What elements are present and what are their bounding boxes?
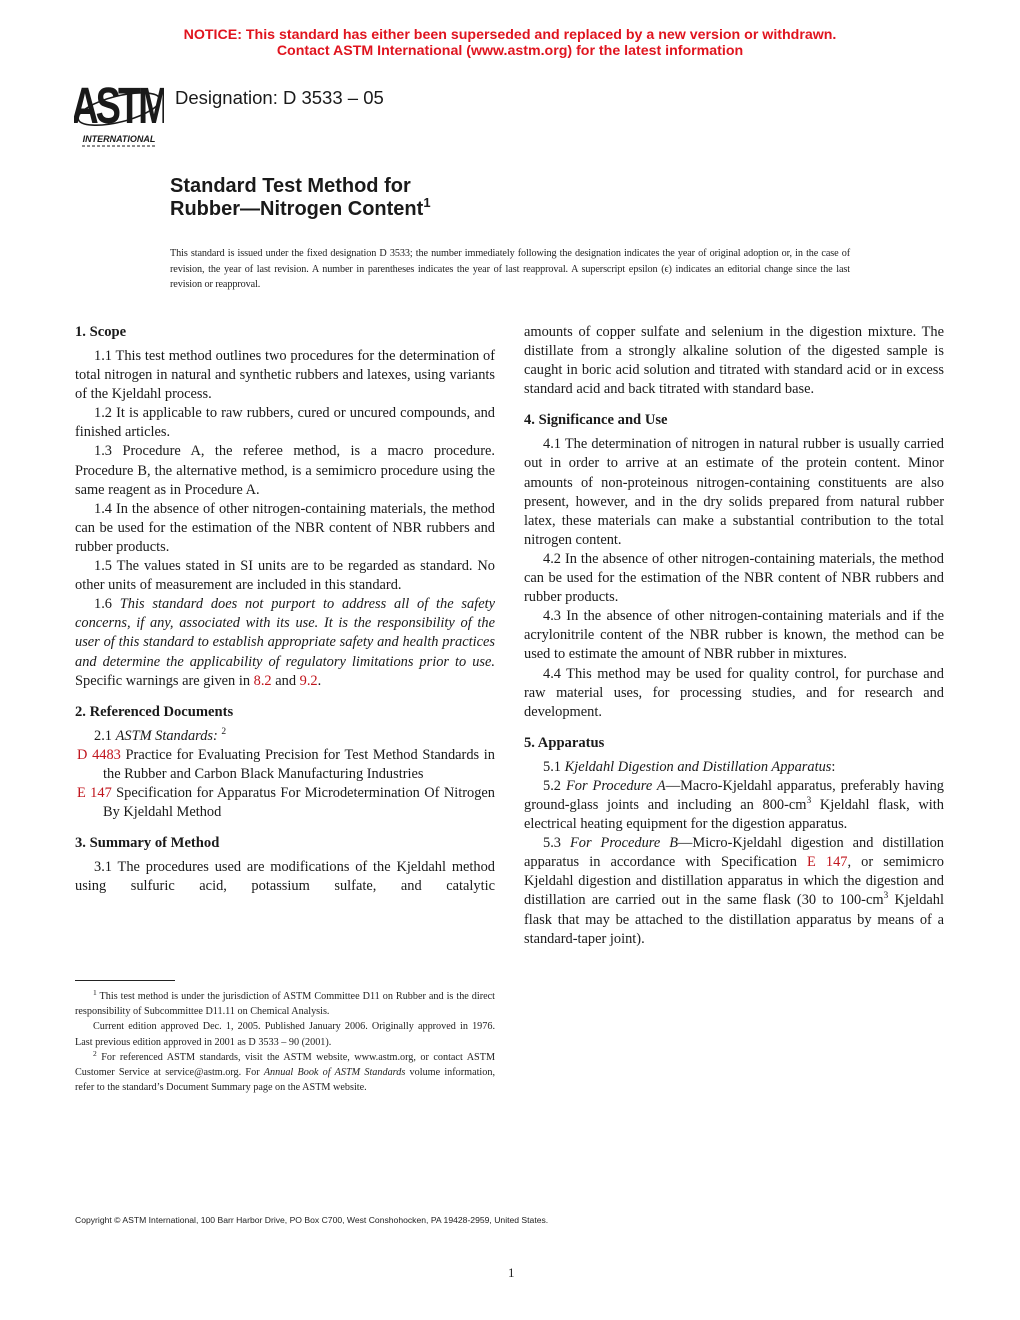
paragraph-1-3: 1.3 Procedure A, the referee method, is a macro procedure. Procedure B, the alternative method, is a semimicro procedure using the same reagent as in Procedure A. (75, 443, 495, 498)
para-text: . (317, 672, 322, 689)
footnote-2 (75, 1050, 495, 1096)
title-line-1: Standard Test Method for (170, 175, 411, 197)
paragraph-1-1: 1.1 This test method outlines two procedures for the determination of total nitrogen in natural and synthetic rubbers and latexes, using variants of the Kjeldahl process. (75, 348, 495, 403)
section-heading-referenced-documents: 2. Referenced Documents (75, 703, 234, 720)
para-number: 2.1 (94, 727, 116, 744)
paragraph-2-1 (75, 727, 495, 746)
notice-line-1: NOTICE: This standard has either been superseded and replaced by a new version or withdrawn. (183, 27, 837, 43)
logo-international-text: INTERNATIONAL (82, 134, 156, 144)
footnote-mark: 1 (93, 988, 97, 997)
para-text: , or semimicro Kjeldahl digestion and distillation apparatus in which the digestion and distillation are carried out in the same flask (30 to 100-cm (524, 854, 944, 909)
link-d4483[interactable]: D 4483 (77, 746, 121, 763)
section-heading-scope: 1. Scope (75, 324, 127, 340)
section-heading-significance: 4. Significance and Use (524, 412, 668, 429)
section-heading-summary: 3. Summary of Method (75, 835, 220, 852)
right-column (524, 323, 944, 949)
para-text: —Micro-Kjeldahl digestion and distillation apparatus in accordance with Specification (524, 835, 944, 871)
link-section-9-2[interactable]: 9.2 (299, 672, 318, 689)
paragraph-5-2 (524, 777, 944, 834)
para-text: —Macro-Kjeldahl apparatus, preferably having ground-glass joints and including an 800-cm (524, 777, 944, 813)
safety-caveat: This standard does not purport to address all of the safety concerns, if any, associated with its use. It is the responsibility of the user of this standard to establish appropriate safety and health practices and determine the applicability of regulatory limitations prior to use. (75, 596, 495, 670)
paragraph-4-3: 4.3 In the absence of other nitrogen-containing materials and if the acrylonitrile content of the NBR rubber is known, the method can be used to estimate the amount of NBR rubber in mixtures. (524, 608, 944, 663)
reference-title: Specification for Apparatus For Microdetermination Of Nitrogen By Kjeldahl Method (103, 784, 496, 821)
paragraph-1-4: 1.4 In the absence of other nitrogen-containing materials, the method can be used for the estimation of the NBR content of NBR rubbers and rubber products. (75, 500, 495, 555)
footnote-divider (75, 980, 175, 981)
left-column (75, 323, 495, 896)
para-text: Kjeldahl flask, with electrical heating equipment for the digestion apparatus. (524, 796, 944, 833)
link-e147[interactable]: E 147 (77, 784, 112, 801)
footnotes (75, 989, 495, 1095)
paragraph-1-6 (75, 595, 495, 690)
para-text: and (271, 672, 300, 689)
paragraph-3-1: 3.1 The procedures used are modifications of the Kjeldahl method using sulfuric acid, potassium sulfate, and catalytic (75, 859, 495, 895)
reference-d4483 (77, 746, 495, 784)
paragraph-5-3 (524, 834, 944, 949)
superseded-notice (0, 27, 1020, 59)
para-text: : (831, 758, 836, 775)
astm-standards-label: ASTM Standards: (115, 727, 218, 744)
footnote-text: For referenced ASTM standards, visit the ASTM website, www.astm.org, or contact ASTM Customer Service at service@astm.org. For (75, 1051, 495, 1079)
title-footnote-mark[interactable]: 1 (423, 195, 431, 210)
footnote-mark: 2 (93, 1048, 97, 1058)
apparatus-title: Kjeldahl Digestion and Distillation Apparatus (564, 758, 832, 775)
paragraph-3-1-continued: amounts of copper sulfate and selenium in the digestion mixture. The distillate from a strongly alkaline solution of the digested sample is caught in boric acid solution and titrated with standard acid or in excess standard acid and back titrated with standard base. (524, 324, 944, 398)
superscript-cubed: 3 (806, 795, 812, 806)
footnote-text: volume information, refer to the standard’s Document Summary page on the ASTM website. (75, 1067, 495, 1094)
para-number: 1.6 (94, 596, 120, 613)
para-number: 5.1 (543, 758, 565, 775)
footnote-mark-2[interactable]: 2 (221, 726, 227, 737)
issuance-note: This standard is issued under the fixed designation D 3533; the number immediately following the designation indicates the year of original adoption or, in the case of revision, the year of last revision. A number in parentheses indicates the year of last reapproval. A superscript epsilon (ϵ) indicates an editorial change since the last revision or reapproval. (170, 248, 850, 290)
para-text: Specific warnings are given in (75, 672, 254, 689)
astm-logo-icon (74, 76, 164, 152)
copyright-notice: Copyright © ASTM International, 100 Barr Harbor Drive, PO Box C700, West Conshohocken, PA 19428-2959, United States. (75, 1215, 549, 1225)
page-number: 1 (508, 1265, 515, 1280)
designation: Designation: D 3533 – 05 (175, 87, 384, 108)
paragraph-1-2: 1.2 It is applicable to raw rubbers, cured or uncured compounds, and finished articles. (75, 405, 495, 441)
document-title (170, 175, 431, 221)
title-line-2 (170, 195, 431, 221)
title-text: Rubber—Nitrogen Content (170, 198, 424, 220)
procedure-a-label: For Procedure A (565, 777, 666, 794)
reference-e147 (77, 784, 495, 822)
svg-text:ASTM: ASTM (74, 76, 164, 135)
paragraph-5-1 (524, 758, 944, 777)
paragraph-4-2: 4.2 In the absence of other nitrogen-containing materials, the method can be used for the estimation of the NBR content of NBR rubbers and rubber products. (524, 550, 944, 606)
footnote-book-title: Annual Book of ASTM Standards (263, 1067, 406, 1079)
link-section-8-2[interactable]: 8.2 (253, 672, 272, 689)
procedure-b-label: For Procedure B (569, 835, 679, 852)
para-number: 5.2 (543, 777, 566, 794)
para-number: 5.3 (543, 835, 570, 852)
paragraph-4-1: 4.1 The determination of nitrogen in natural rubber is usually carried out in order to arrive at an estimate of the protein content. Minor amounts of non-proteinous nitrogen-containing constituents are also present, however, and in the dry solids prepared from natural rubber latex, these materials can make a substantial contribution to the total nitrogen content. (524, 436, 944, 548)
notice-line-2: Contact ASTM International (www.astm.org) for the latest information (276, 43, 744, 59)
reference-title: Practice for Evaluating Precision for Test Method Standards in the Rubber and Carbon Black Manufacturing Industries (103, 746, 495, 782)
paragraph-1-5: 1.5 The values stated in SI units are to be regarded as standard. No other units of measurement are included in this standard. (75, 558, 495, 594)
para-text: Kjeldahl flask that may be attached to the distillation apparatus by means of a standard-taper joint). (524, 892, 944, 947)
paragraph-4-4: 4.4 This method may be used for quality control, for purchase and raw material uses, for processing studies, and for research and development. (524, 665, 944, 720)
superscript-cubed: 3 (883, 891, 889, 902)
link-e147[interactable]: E 147 (807, 854, 848, 871)
astm-logo-graphic (74, 76, 164, 152)
section-heading-apparatus: 5. Apparatus (524, 734, 605, 751)
footnote-text: This test method is under the jurisdiction of ASTM Committee D11 on Rubber and is the direct responsibility of Subcommittee D11.11 on Chemical Analysis. (75, 991, 495, 1018)
footnote-1 (75, 989, 495, 1019)
footnote-1-edition: Current edition approved Dec. 1, 2005. Published January 2006. Originally approved in 1976. Last previous edition approved in 2001 as D 3533 – 90 (2001). (75, 1021, 495, 1048)
